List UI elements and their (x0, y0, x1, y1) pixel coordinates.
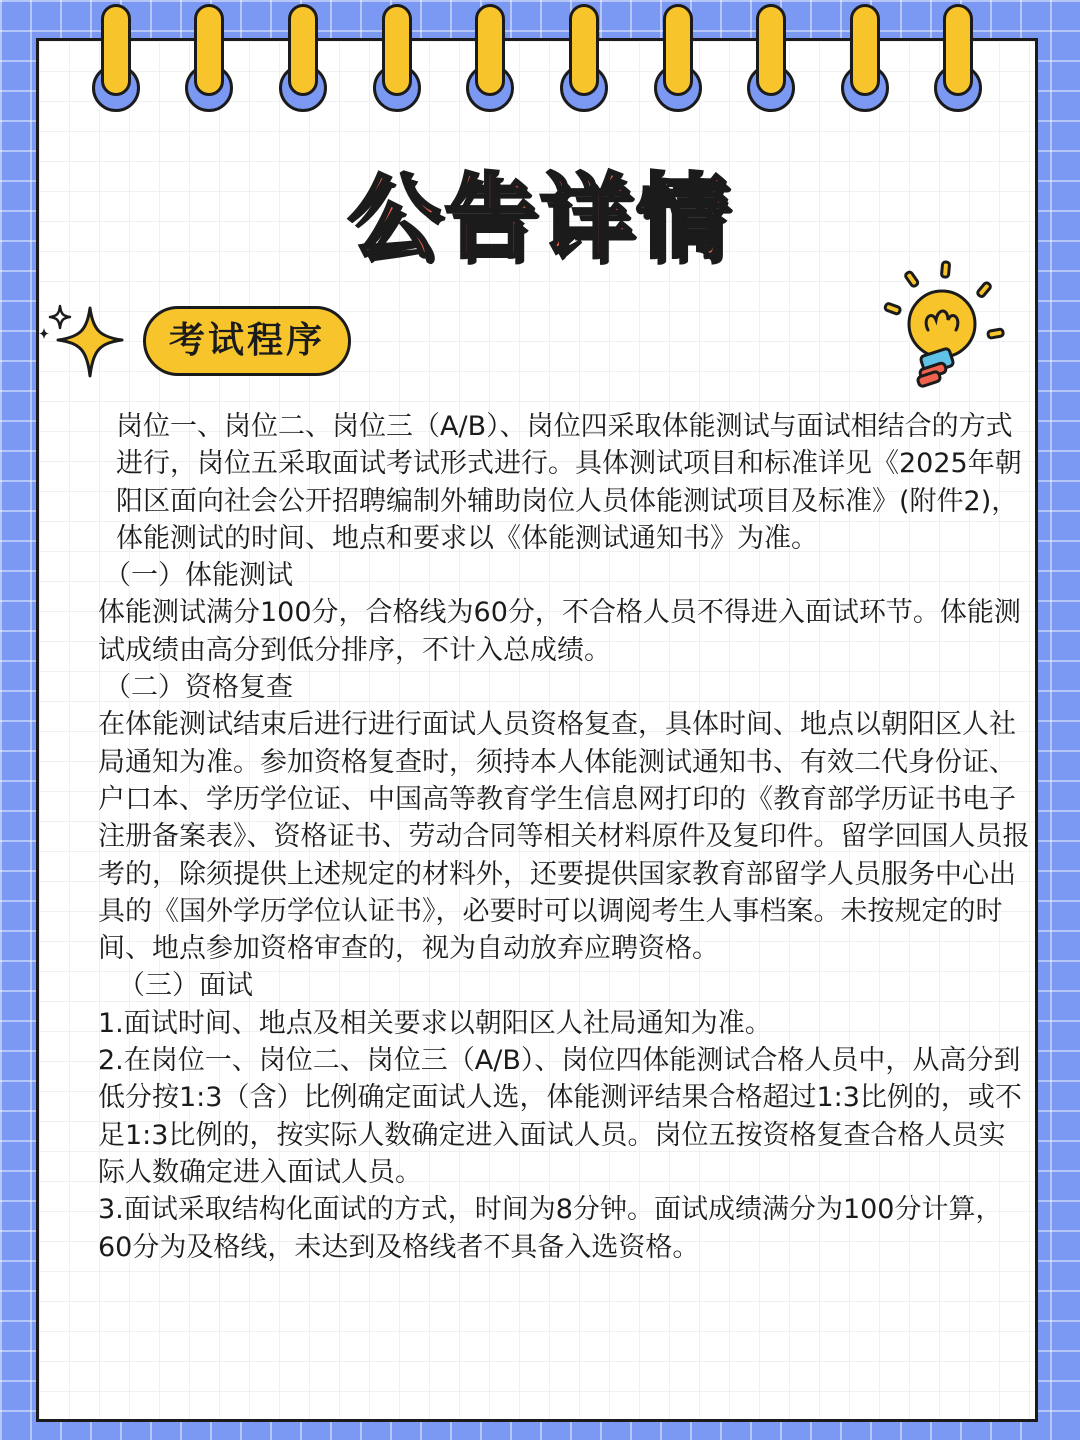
light-bulb-icon (880, 260, 1010, 390)
ring-binder-icon (462, 4, 518, 120)
section-label: 考试程序 (143, 306, 351, 376)
interview-item-2: 2.在岗位一、岗位二、岗位三（A/B）、岗位四体能测试合格人员中，从高分到低分按1:3（含）比例确定面试人选，体能测评结果合格超过1:3比例的，或不足1:3比例的，按实际人数确定进入面试人员。岗位五按资格复查合格人员实际人数确定进入面试人员。 (98, 1045, 1022, 1188)
physical-test-paragraph: 体能测试满分100分，合格线为60分，不合格人员不得进入面试环节。体能测试成绩由高分到低分排序，不计入总成绩。 (98, 597, 1021, 666)
ring-binder-icon (837, 4, 893, 120)
page-title: 公告详情 (347, 164, 732, 271)
ring-binder-icon (930, 4, 986, 120)
sparkle-icon (36, 300, 136, 384)
ring-binder-icon (650, 4, 706, 120)
section-heading-physical-test: （一）体能测试 (104, 560, 293, 592)
announcement-body (52, 408, 1032, 1266)
ring-binder-icon (556, 4, 612, 120)
interview-item-1: 1.面试时间、地点及相关要求以朝阳区人社局通知为准。 (98, 1007, 772, 1039)
section-heading-interview: （三）面试 (118, 970, 253, 1002)
ring-binder-icon (88, 4, 144, 120)
intro-paragraph: 岗位一、岗位二、岗位三（A/B）、岗位四采取体能测试与面试相结合的方式进行，岗位五采取面试考试形式进行。具体测试项目和标准详见《2025年朝阳区面向社会公开招聘编制外辅助岗位人员体能测试项目及标准》(附件2)，体能测试的时间、地点和要求以《体能测试通知书》为准。 (116, 411, 1022, 554)
ring-binder-icon (369, 4, 425, 120)
qualification-review-paragraph: 在体能测试结束后进行进行面试人员资格复查，具体时间、地点以朝阳区人社局通知为准。参加资格复查时，须持本人体能测试通知书、有效二代身份证、户口本、学历学位证、中国高等教育学生信息网打印的《教育部学历证书电子注册备案表》、资格证书、劳动合同等相关材料原件及复印件。留学回国人员报考的，除须提供上述规定的材料外，还要提供国家教育部留学人员服务中心出具的《国外学历学位认证书》，必要时可以调阅考生人事档案。未按规定的时间、地点参加资格审查的，视为自动放弃应聘资格。 (98, 709, 1030, 965)
ring-binder-icon (181, 4, 237, 120)
ring-binder-icon (743, 4, 799, 120)
ring-binder-icon (275, 4, 331, 120)
section-heading-qualification-review: （二）资格复查 (104, 672, 293, 704)
interview-item-3: 3.面试采取结构化面试的方式，时间为8分钟。面试成绩满分为100分计算，60分为及格线，未达到及格线者不具备入选资格。 (98, 1194, 1003, 1263)
